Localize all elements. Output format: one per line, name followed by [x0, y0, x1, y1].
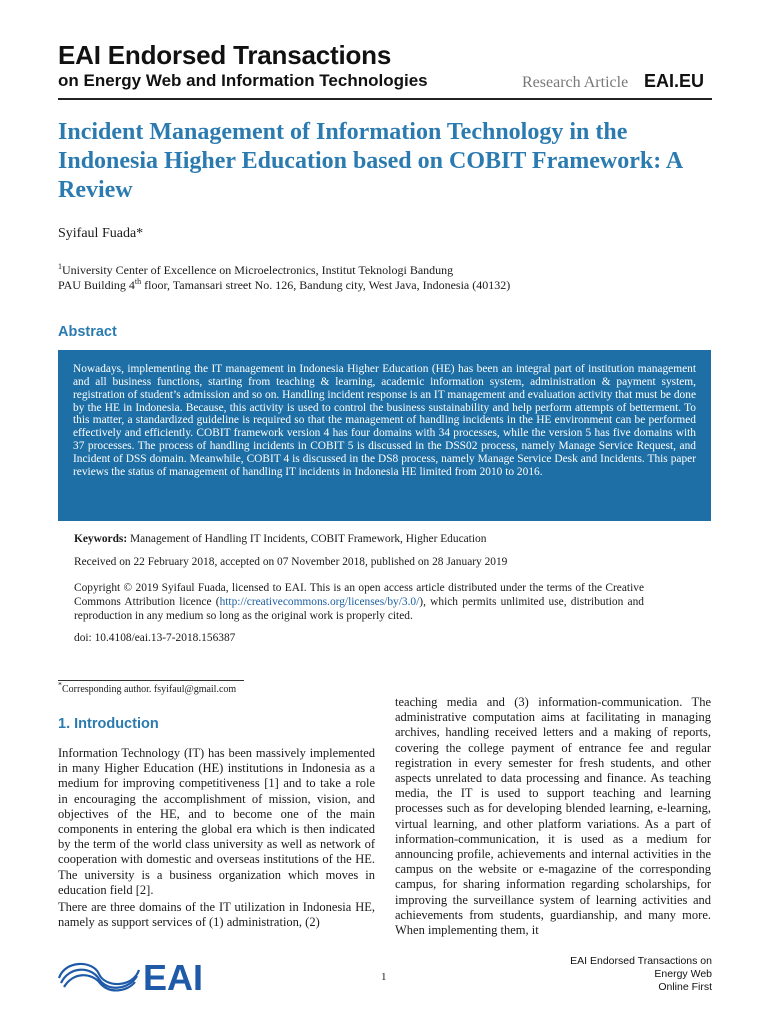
eai-logo-text: EAI: [143, 957, 204, 996]
footer-journal-line-1: EAI Endorsed Transactions on: [570, 955, 712, 967]
footer-journal-line-2: Energy Web: [654, 968, 712, 980]
publisher-url[interactable]: EAI.EU: [644, 71, 705, 91]
author-name: Syifaul Fuada*: [58, 226, 144, 241]
header-divider: [58, 98, 712, 100]
eai-logo: [55, 952, 215, 996]
affiliation-ordinal: th: [134, 277, 142, 286]
abstract-text: Nowadays, implementing the IT management in Indonesia Higher Education (HE) has been an integral part of institution management and all business functions, starting from teaching & learning, academic information system, administration & payment system, registration of student’s admission and so on. Handling incident response is an IT management and evaluation activity that must be done by the HE in Indonesia. Because, this activity is used to control the business sustainability and help perform attempts of betterment. To this matter, a standardized guideline is required so that the management of handling incidents in the HE environment can be performed effectively and efficiently. COBIT framework version 4 has four domains with 34 processes, while the version 5 has five domains with 37 processes. The process of handling incidents in COBIT 5 is discussed in the DSS02 process, namely Manage Service Request, and Incident of DSS domain. Meanwhile, COBIT 4 is discussed in the DS8 process, namely Manage Service Desk and Incidents. This paper reviews the status of management of handling IT incidents in Indonesia HE limited from 2010 to 2016.: [73, 363, 696, 478]
affiliation-address-a: PAU Building 4: [58, 278, 135, 292]
copyright-text-a: Copyright © 2019 Syifaul Fuada, licensed to EAI. This is an open access article distributed under the terms of the Creative Commons Attribution licence (: [74, 582, 644, 608]
abstract-heading: Abstract: [58, 324, 117, 340]
journal-name: EAI Endorsed Transactions: [58, 40, 392, 70]
received-dates: Received on 22 February 2018, accepted on 07 November 2018, published on 28 January 2019: [74, 556, 508, 568]
affiliation-address-b: floor, Tamansari street No. 126, Bandung city, West Java, Indonesia (40132): [141, 278, 511, 292]
left-column-paragraph-2: There are three domains of the IT utilization in Indonesia HE, namely as support services of (1) administration, (2): [58, 900, 375, 930]
footnote-divider: [58, 680, 244, 681]
keywords-line: [74, 533, 486, 545]
article-type-label: Research Article: [522, 74, 629, 91]
journal-subtitle: on Energy Web and Information Technologies: [58, 71, 428, 90]
copyright-notice: [74, 581, 644, 623]
footnote-text: Corresponding author. fsyifaul@gmail.com: [62, 684, 237, 695]
footer-status: Online First: [658, 981, 712, 993]
paper-title: Incident Management of Information Technology in the Indonesia Higher Education based on COBIT Framework: A Review: [58, 119, 682, 203]
corresponding-author-footnote: [58, 680, 237, 695]
affiliation-line-1: [58, 263, 453, 278]
keywords-label: Keywords:: [74, 533, 128, 545]
page-number: 1: [381, 971, 387, 983]
keywords-text: Management of Handling IT Incidents, COBIT Framework, Higher Education: [127, 533, 487, 545]
affiliation-line-2: [58, 278, 510, 293]
abstract-box: [58, 350, 711, 521]
introduction-heading: 1. Introduction: [58, 716, 159, 732]
right-column-paragraph-1: teaching media and (3) information-communication. The administrative computation aims at facilitating in managing archives, handling received letters and a making of reports, covering the college payment of entrance fee and regular registration in every semester for fresh students, and other aspects unrelated to data processing and finance. As teaching media, the IT is used to support teaching and learning processes such as for developing blended learning, e-learning, virtual learning, and other platform variations. As a part of information-communication, it is used as a medium for announcing profile, achievements and internal activities in the campus on the website or e-magazine of the corresponding campus, for sharing information regarding scholarships, for improving the surveillance system of learning activities and achievements from students, guardianship, and many more. When implementing them, it: [395, 695, 711, 938]
copyright-text-b: ), which permits unlimited use, distribution and reproduction in any medium so long as the original work is properly cited.: [74, 596, 644, 622]
eai-swirl-icon: [59, 964, 139, 990]
left-column-paragraph-1: Information Technology (IT) has been massively implemented in many Higher Education (HE) institutions in Indonesia as a medium for improving competitiveness [1] and to take a role in encouraging the accomplishment of mission, vision, and objectives of the HE, and to become one of the main components in entering the global era which is then indicated by the term of the world class university as well as network of cooperation with domestic and overseas institutions of the HE. The university is a business organization which moves in education field [2].: [58, 746, 375, 897]
footnote-marker: *: [58, 680, 62, 690]
doi[interactable]: doi: 10.4108/eai.13-7-2018.156387: [74, 632, 236, 644]
license-link[interactable]: http://creativecommons.org/licenses/by/3.0/: [219, 596, 420, 608]
affiliation-marker: 1: [58, 262, 62, 271]
affiliation-text: University Center of Excellence on Microelectronics, Institut Teknologi Bandung: [62, 263, 454, 277]
